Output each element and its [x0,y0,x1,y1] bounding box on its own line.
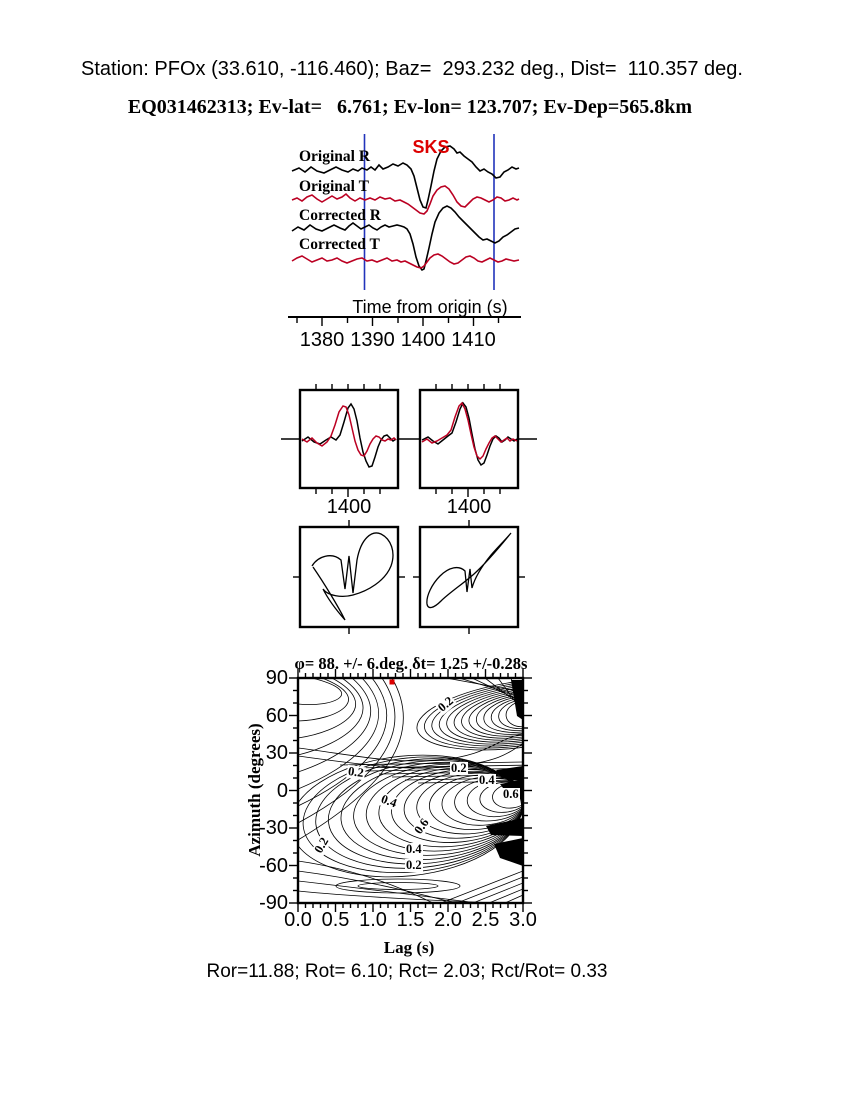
page-title: Station: PFOx (33.610, -116.460); Baz= 293.232 deg., Dist= 110.357 deg. [81,58,743,80]
comparison-traces [302,403,517,467]
contour-title: φ= 88. +/- 6.deg. δt= 1.25 +/-0.28s [294,654,528,673]
comparison-box-right [420,390,518,488]
contour-level-label-9: 0.2 [406,858,422,872]
contour-level-label-7: 0.2 [311,834,332,856]
comparison-left-red-trace [302,406,396,456]
particle-motion-right-curve [427,533,511,608]
lag-tick-label-1: 0.5 [321,909,350,931]
lag-axis-label: Lag (s) [383,938,435,957]
azimuth-tick-label-0: 90 [265,667,288,689]
azimuth-tick-label-4: -30 [259,817,288,839]
particle-motion-curves [312,533,511,620]
contour-level-label-1: 0.2 [347,763,365,781]
lag-tick-label-0: 0.0 [284,909,312,931]
misfit-contours [284,666,633,903]
lag-tick-label-4: 2.0 [434,909,462,931]
contour-level-label-6: 0.6 [411,815,432,837]
lag-tick-label-6: 3.0 [509,909,537,931]
contour-level-label-4: 0.6 [503,787,519,801]
comparison-box-left [300,390,398,488]
trace-label-0: Original R [299,148,371,165]
azimuth-tick-label-2: 30 [265,742,288,764]
azimuth-axis-label: Azimuth (degrees) [245,723,264,857]
phase-label: SKS [412,137,450,157]
azimuth-tick-label-3: 0 [276,779,288,802]
stats-line: Ror=11.88; Rot= 6.10; Rct= 2.03; Rct/Rot= 0.33 [206,961,608,982]
comparison-tick-label-0: 1400 [326,496,372,518]
trace-label-1: Original T [299,178,369,195]
comparison-tick-label-1: 1400 [446,496,492,518]
lag-tick-label-3: 1.5 [396,909,425,931]
time-tick-label-3: 1410 [451,329,496,351]
time-axis-label: Time from origin (s) [352,297,508,317]
azimuth-tick-label-5: -60 [259,854,288,877]
contour-level-label-2: 0.2 [451,761,467,775]
comparison-right-red-trace [422,403,517,459]
time-tick-label-1: 1390 [350,329,395,351]
contour-level-label-3: 0.4 [479,773,495,787]
trace-label-2: Corrected R [299,207,381,224]
comparison-right-black-trace [422,403,517,465]
particle-motion-left-curve [312,533,393,620]
lag-tick-label-5: 2.5 [471,909,500,931]
best-fit-marker [390,680,395,685]
lag-tick-label-2: 1.0 [359,909,387,931]
azimuth-tick-label-1: 60 [265,704,288,727]
contour-level-label-5: 0.4 [379,791,399,811]
trace-label-3: Corrected T [299,236,380,253]
azimuth-tick-label-6: -90 [259,892,288,914]
time-tick-label-0: 1380 [299,329,345,351]
contour-level-label-8: 0.4 [406,842,422,856]
trace-corrected-t [292,254,519,268]
event-subtitle: EQ031462313; Ev-lat= 6.761; Ev-lon= 123.707; Ev-Dep=565.8km [127,96,693,118]
time-tick-label-2: 1400 [400,329,446,351]
contour-level-label-0: 0.2 [435,693,456,715]
